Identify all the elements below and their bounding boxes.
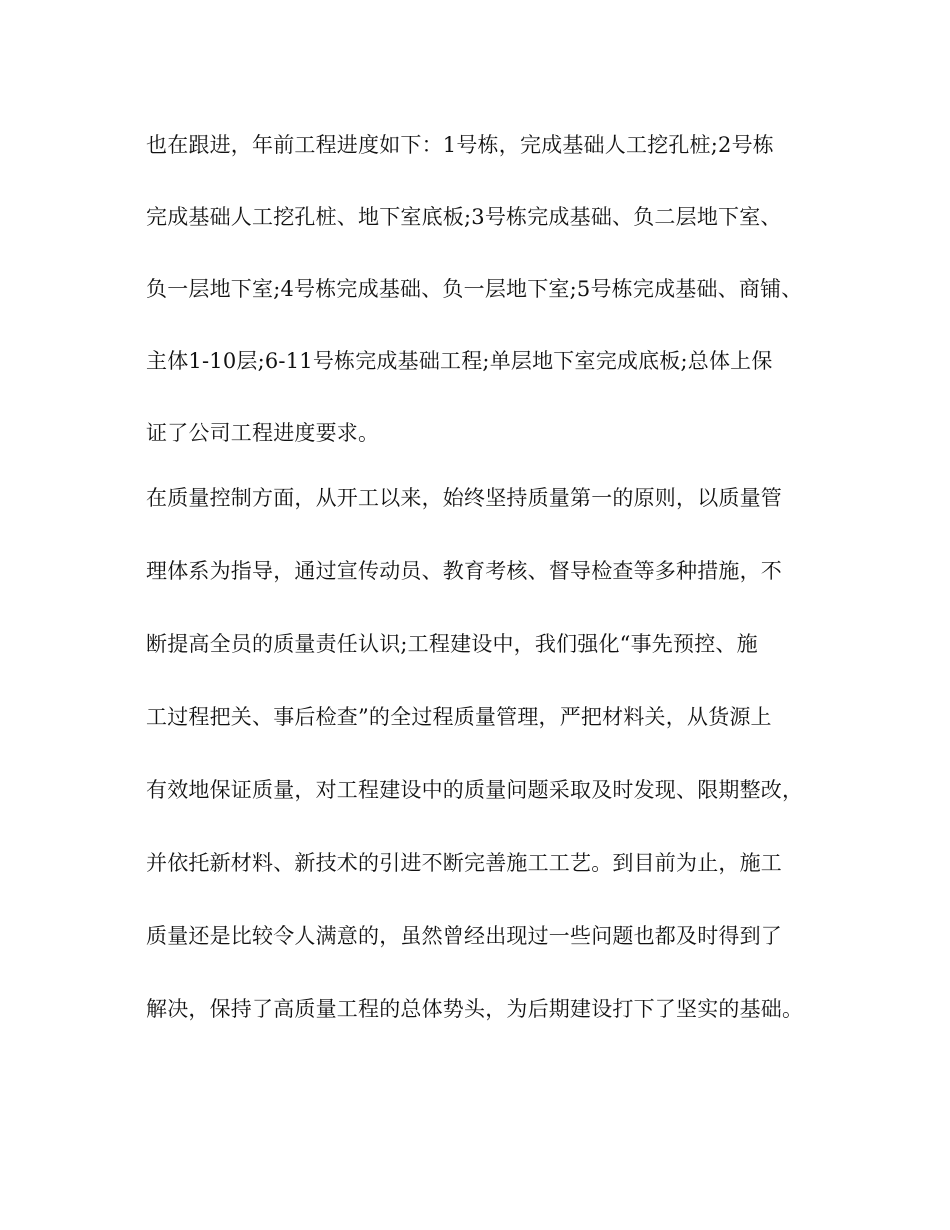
text-line: 证了公司工程进度要求。: [146, 421, 380, 445]
text-line: 主体1-10层;6-11号栋完成基础工程;单层地下室完成底板;总体上保: [146, 349, 773, 373]
text-line: 也在跟进，年前工程进度如下：1号栋，完成基础人工挖孔桩;2号栋: [146, 133, 774, 157]
text-line: 质量还是比较令人满意的，虽然曾经出现过一些问题也都及时得到了: [146, 924, 782, 948]
text-line: 有效地保证质量，对工程建设中的质量问题采取及时发现、限期整改，: [146, 778, 804, 802]
text-line: 在质量控制方面，从开工以来，始终坚持质量第一的原则，以质量管: [146, 486, 782, 510]
text-line: 断提高全员的质量责任认识;工程建设中，我们强化“事先预控、施: [146, 632, 758, 656]
text-line: 并依托新材料、新技术的引进不断完善施工工艺。到目前为止，施工: [146, 851, 782, 875]
text-line: 完成基础人工挖孔桩、地下室底板;3号栋完成基础、负二层地下室、: [146, 205, 782, 229]
text-line: 解决，保持了高质量工程的总体势头，为后期建设打下了坚实的基础。: [146, 997, 804, 1021]
text-line: 工过程把关、事后检查”的全过程质量管理，严把材料关，从货源上: [146, 705, 772, 729]
text-line: 负一层地下室;4号栋完成基础、负一层地下室;5号栋完成基础、商铺、: [146, 277, 803, 301]
text-line: 理体系为指导，通过宣传动员、教育考核、督导检查等多种措施，不: [146, 559, 782, 583]
